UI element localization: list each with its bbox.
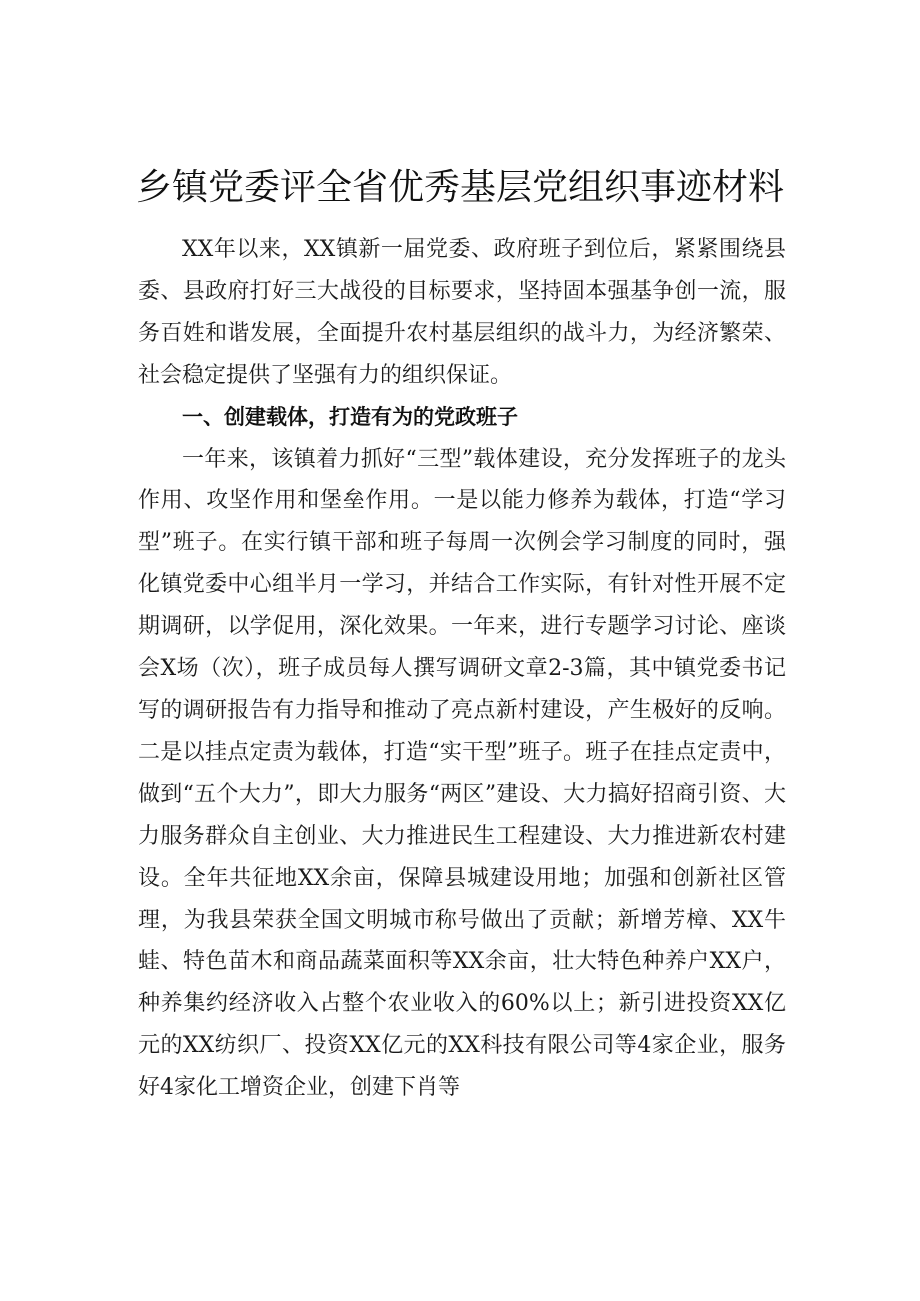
section-paragraph: 一年来，该镇着力抓好“三型”载体建设，充分发挥班子的龙头作用、攻坚作用和堡垒作用。一是以能力修养为载体，打造“学习型”班子。在实行镇干部和班子每周一次例会学习制度的同时，强化镇党委中心组半月一学习，并结合工作实际，有针对性开展不定期调研，以学促用，深化效果。一年来，进行专题学习讨论、座谈会X场（次），班子成员每人撰写调研文章2-3篇，其中镇党委书记写的调研报告有力指导和推动了亮点新村建设，产生极好的反响。二是以挂点定责为载体，打造“实干型”班子。班子在挂点定责中，做到“五个大力”，即大力服务“两区”建设、大力搞好招商引资、大力服务群众自主创业、大力推进民生工程建设、大力推进新农村建设。全年共征地XX余亩，保障县城建设用地；加强和创新社区管理，为我县荣获全国文明城市称号做出了贡献；新增芳樟、XX牛蛙、特色苗木和商品蔬菜面积等XX余亩，壮大特色种养户XX户，种养集约经济收入占整个农业收入的60%以上；新引进投资XX亿元的XX纺织厂、投资XX亿元的XX科技有限公司等4家企业，服务好4家化工增资企业，创建下肖等 <box>138 446 786 1101</box>
intro-paragraph: XX年以来，XX镇新一届党委、政府班子到位后，紧紧围绕县委、县政府打好三大战役的目标要求，坚持固本强基争创一流，服务百姓和谐发展，全面提升农村基层组织的战斗力，为经济繁荣、社会稳定提供了坚强有力的组织保证。 <box>138 237 786 388</box>
document-title: 乡镇党委评全省优秀基层党组织事迹材料 <box>135 167 784 208</box>
document-body <box>138 229 786 1109</box>
section-heading: 一、创建载体，打造有为的党政班子 <box>182 404 518 429</box>
